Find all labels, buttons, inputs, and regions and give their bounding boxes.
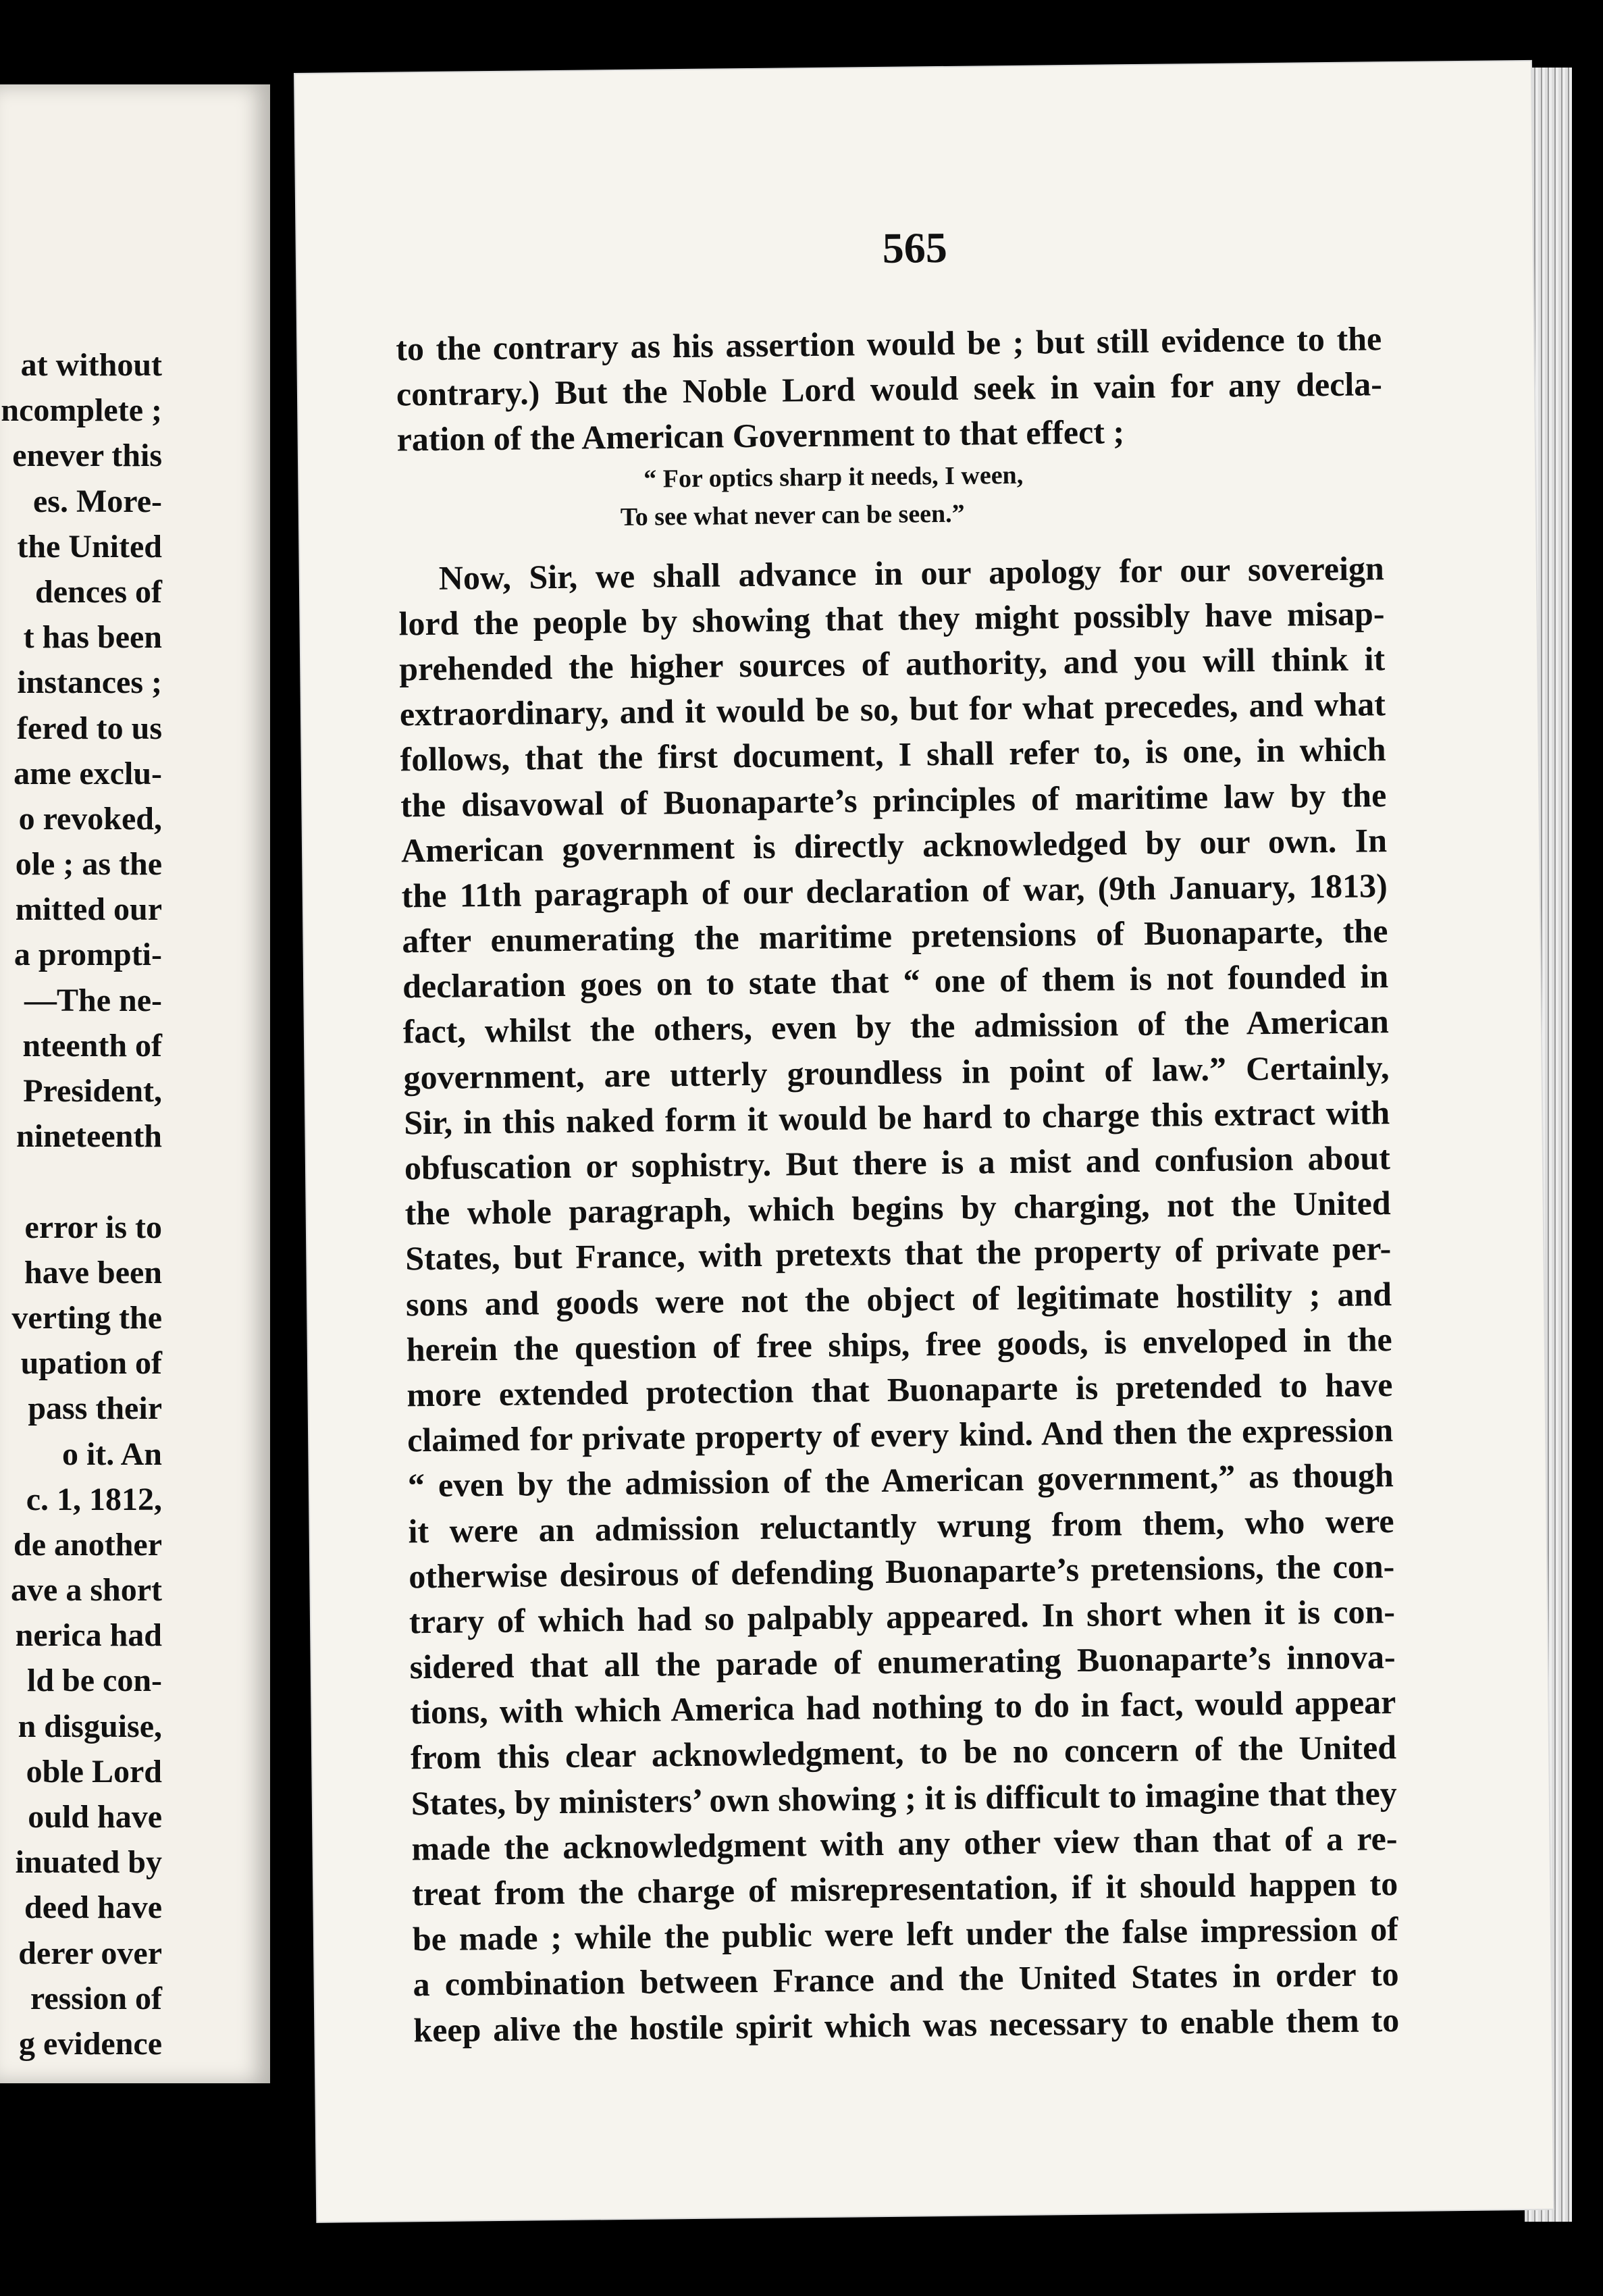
text-line: made the acknowledgment with any other view than that of a re-: [411, 1819, 1398, 1868]
left-page-line: o revoked,: [18, 800, 162, 837]
text-line: be made ; while the public were left under the false impression of: [412, 1910, 1399, 1958]
left-page-line: t has been: [23, 619, 162, 656]
quote-line: “ For optics sharp it needs, I ween,: [643, 461, 1024, 494]
text-line: trary of which had so palpably appeared. In short when it is con-: [409, 1592, 1396, 1641]
left-page-line: inuated by: [15, 1844, 162, 1881]
left-page-line: n disguise,: [18, 1708, 162, 1744]
text-line: declaration goes on to state that “ one of them is not founded in: [402, 957, 1389, 1006]
left-page-line: at without: [20, 347, 162, 383]
text-line: otherwise desirous of defending Buonaparte’s pretensions, the con-: [409, 1546, 1395, 1596]
left-page-line: ame exclu-: [14, 755, 162, 791]
left-page-line: derer over: [18, 1935, 162, 1971]
left-page-line: the United: [17, 528, 162, 565]
text-line: Now, Sir, we shall advance in our apology for our sovereign: [438, 548, 1385, 597]
left-page-line: ole ; as the: [15, 846, 162, 883]
text-line: herein the question of free ships, free goods, is enveloped in the: [406, 1320, 1392, 1369]
left-page-line: enever this: [12, 438, 162, 474]
text-line: after enumerating the maritime pretensions of Buonaparte, the: [402, 912, 1388, 960]
page-number: 565: [882, 223, 948, 272]
text-line: sons and goods were not the object of legitimate hostility ; and: [405, 1274, 1392, 1323]
left-page-line: nineteenth: [16, 1118, 162, 1155]
left-page-line: ression of: [30, 1980, 162, 2016]
text-line: the 11th paragraph of our declaration of war, (9th January, 1813): [401, 866, 1388, 915]
text-line: States, but France, with pretexts that the property of private per-: [405, 1229, 1392, 1278]
text-line: the disavowal of Buonaparte’s principles of maritime law by the: [400, 775, 1387, 824]
text-line: to the contrary as his assertion would be ; but still evidence to the: [395, 319, 1382, 368]
text-line: contrary.) But the Noble Lord would seek in vain for any decla-: [396, 365, 1383, 413]
text-line: fact, whilst the others, even by the admission of the American: [402, 1002, 1390, 1051]
quote-line: To see what never can be seen.”: [620, 499, 965, 531]
text-line: it were an admission reluctantly wrung from them, who were: [408, 1501, 1394, 1550]
text-line: government, are utterly groundless in point of law.” Certainly,: [403, 1047, 1390, 1097]
left-page-line: ould have: [28, 1799, 162, 1835]
text-line: claimed for private property of every kind. And then the expression: [406, 1411, 1394, 1459]
text-line: from this clear acknowledgment, to be no concern of the United: [410, 1728, 1397, 1777]
left-page: [0, 84, 270, 2083]
text-line: follows, that the first document, I shall refer to, is one, in which: [400, 730, 1386, 779]
left-page-line: error is to: [24, 1209, 162, 1245]
left-page-line: fered to us: [16, 710, 162, 746]
text-line: treat from the charge of misrepresentation, if it should happen to: [411, 1864, 1398, 1913]
left-page-line: nteenth of: [22, 1027, 162, 1064]
left-page-line: ld be con-: [26, 1663, 162, 1699]
text-line: keep alive the hostile spirit which was necessary to enable them to: [413, 2000, 1400, 2049]
right-page: [295, 61, 1553, 2222]
left-page-line: oble Lord: [26, 1753, 162, 1790]
text-line: lord the people by showing that they might possibly have misap-: [398, 594, 1385, 643]
text-line: American government is directly acknowledged by our own. In: [400, 820, 1388, 870]
verse-quote: [397, 452, 1384, 538]
text-line: prehended the higher sources of authority, and you will think it: [398, 640, 1386, 688]
left-page-line: c. 1, 1812,: [26, 1481, 162, 1517]
text-line: “ even by the admission of the American government,” as though: [407, 1456, 1394, 1505]
left-page-line: nerica had: [15, 1617, 162, 1654]
text-line: more extended protection that Buonaparte is pretended to have: [406, 1365, 1393, 1414]
text-line: the whole paragraph, which begins by charging, not the United: [404, 1184, 1391, 1232]
left-page-line: de another: [14, 1526, 162, 1563]
left-page-line: instances ;: [17, 664, 162, 701]
left-page-line: pass their: [28, 1390, 162, 1427]
left-page-line: es. More-: [32, 483, 162, 519]
left-page-line: dences of: [35, 573, 162, 610]
text-line: extraordinary, and it would be so, but for what precedes, and what: [399, 685, 1386, 733]
text-line: ration of the American Government to that effect ;: [396, 413, 1125, 459]
left-page-line: President,: [23, 1073, 162, 1109]
text-line: obfuscation or sophistry. But there is a mist and confusion about: [404, 1139, 1391, 1187]
text-line: States, by ministers’ own showing ; it is difficult to imagine that they: [411, 1773, 1398, 1822]
paragraph-continuation: [396, 316, 1383, 463]
paragraph-now-sir: [398, 546, 1399, 2053]
text-line: sidered that all the parade of enumerating Buonaparte’s innova-: [409, 1638, 1396, 1686]
text-line: a combination between France and the United States in order to: [413, 1955, 1399, 2004]
left-page-line: o it. An: [61, 1436, 162, 1472]
text-line: Sir, in this naked form it would be hard to charge this extract with: [403, 1093, 1390, 1142]
left-page-line: ave a short: [11, 1572, 162, 1609]
left-page-line: ncomplete ;: [1, 392, 162, 429]
left-page-line: g evidence: [19, 2025, 162, 2062]
left-page-line: verting the: [11, 1299, 162, 1336]
left-page-line: upation of: [20, 1345, 162, 1382]
left-page-line: mitted our: [15, 891, 162, 928]
text-line: tions, with which America had nothing to do in fact, would appear: [410, 1683, 1396, 1731]
left-page-line: have been: [24, 1254, 162, 1290]
left-page-line: deed have: [24, 1889, 162, 1926]
left-page-line: a prompti-: [14, 937, 162, 973]
body-text: [396, 316, 1400, 2053]
left-page-line: —The ne-: [24, 982, 162, 1018]
left-page-text: [0, 342, 162, 2066]
left-page-line: [0, 1159, 162, 1204]
